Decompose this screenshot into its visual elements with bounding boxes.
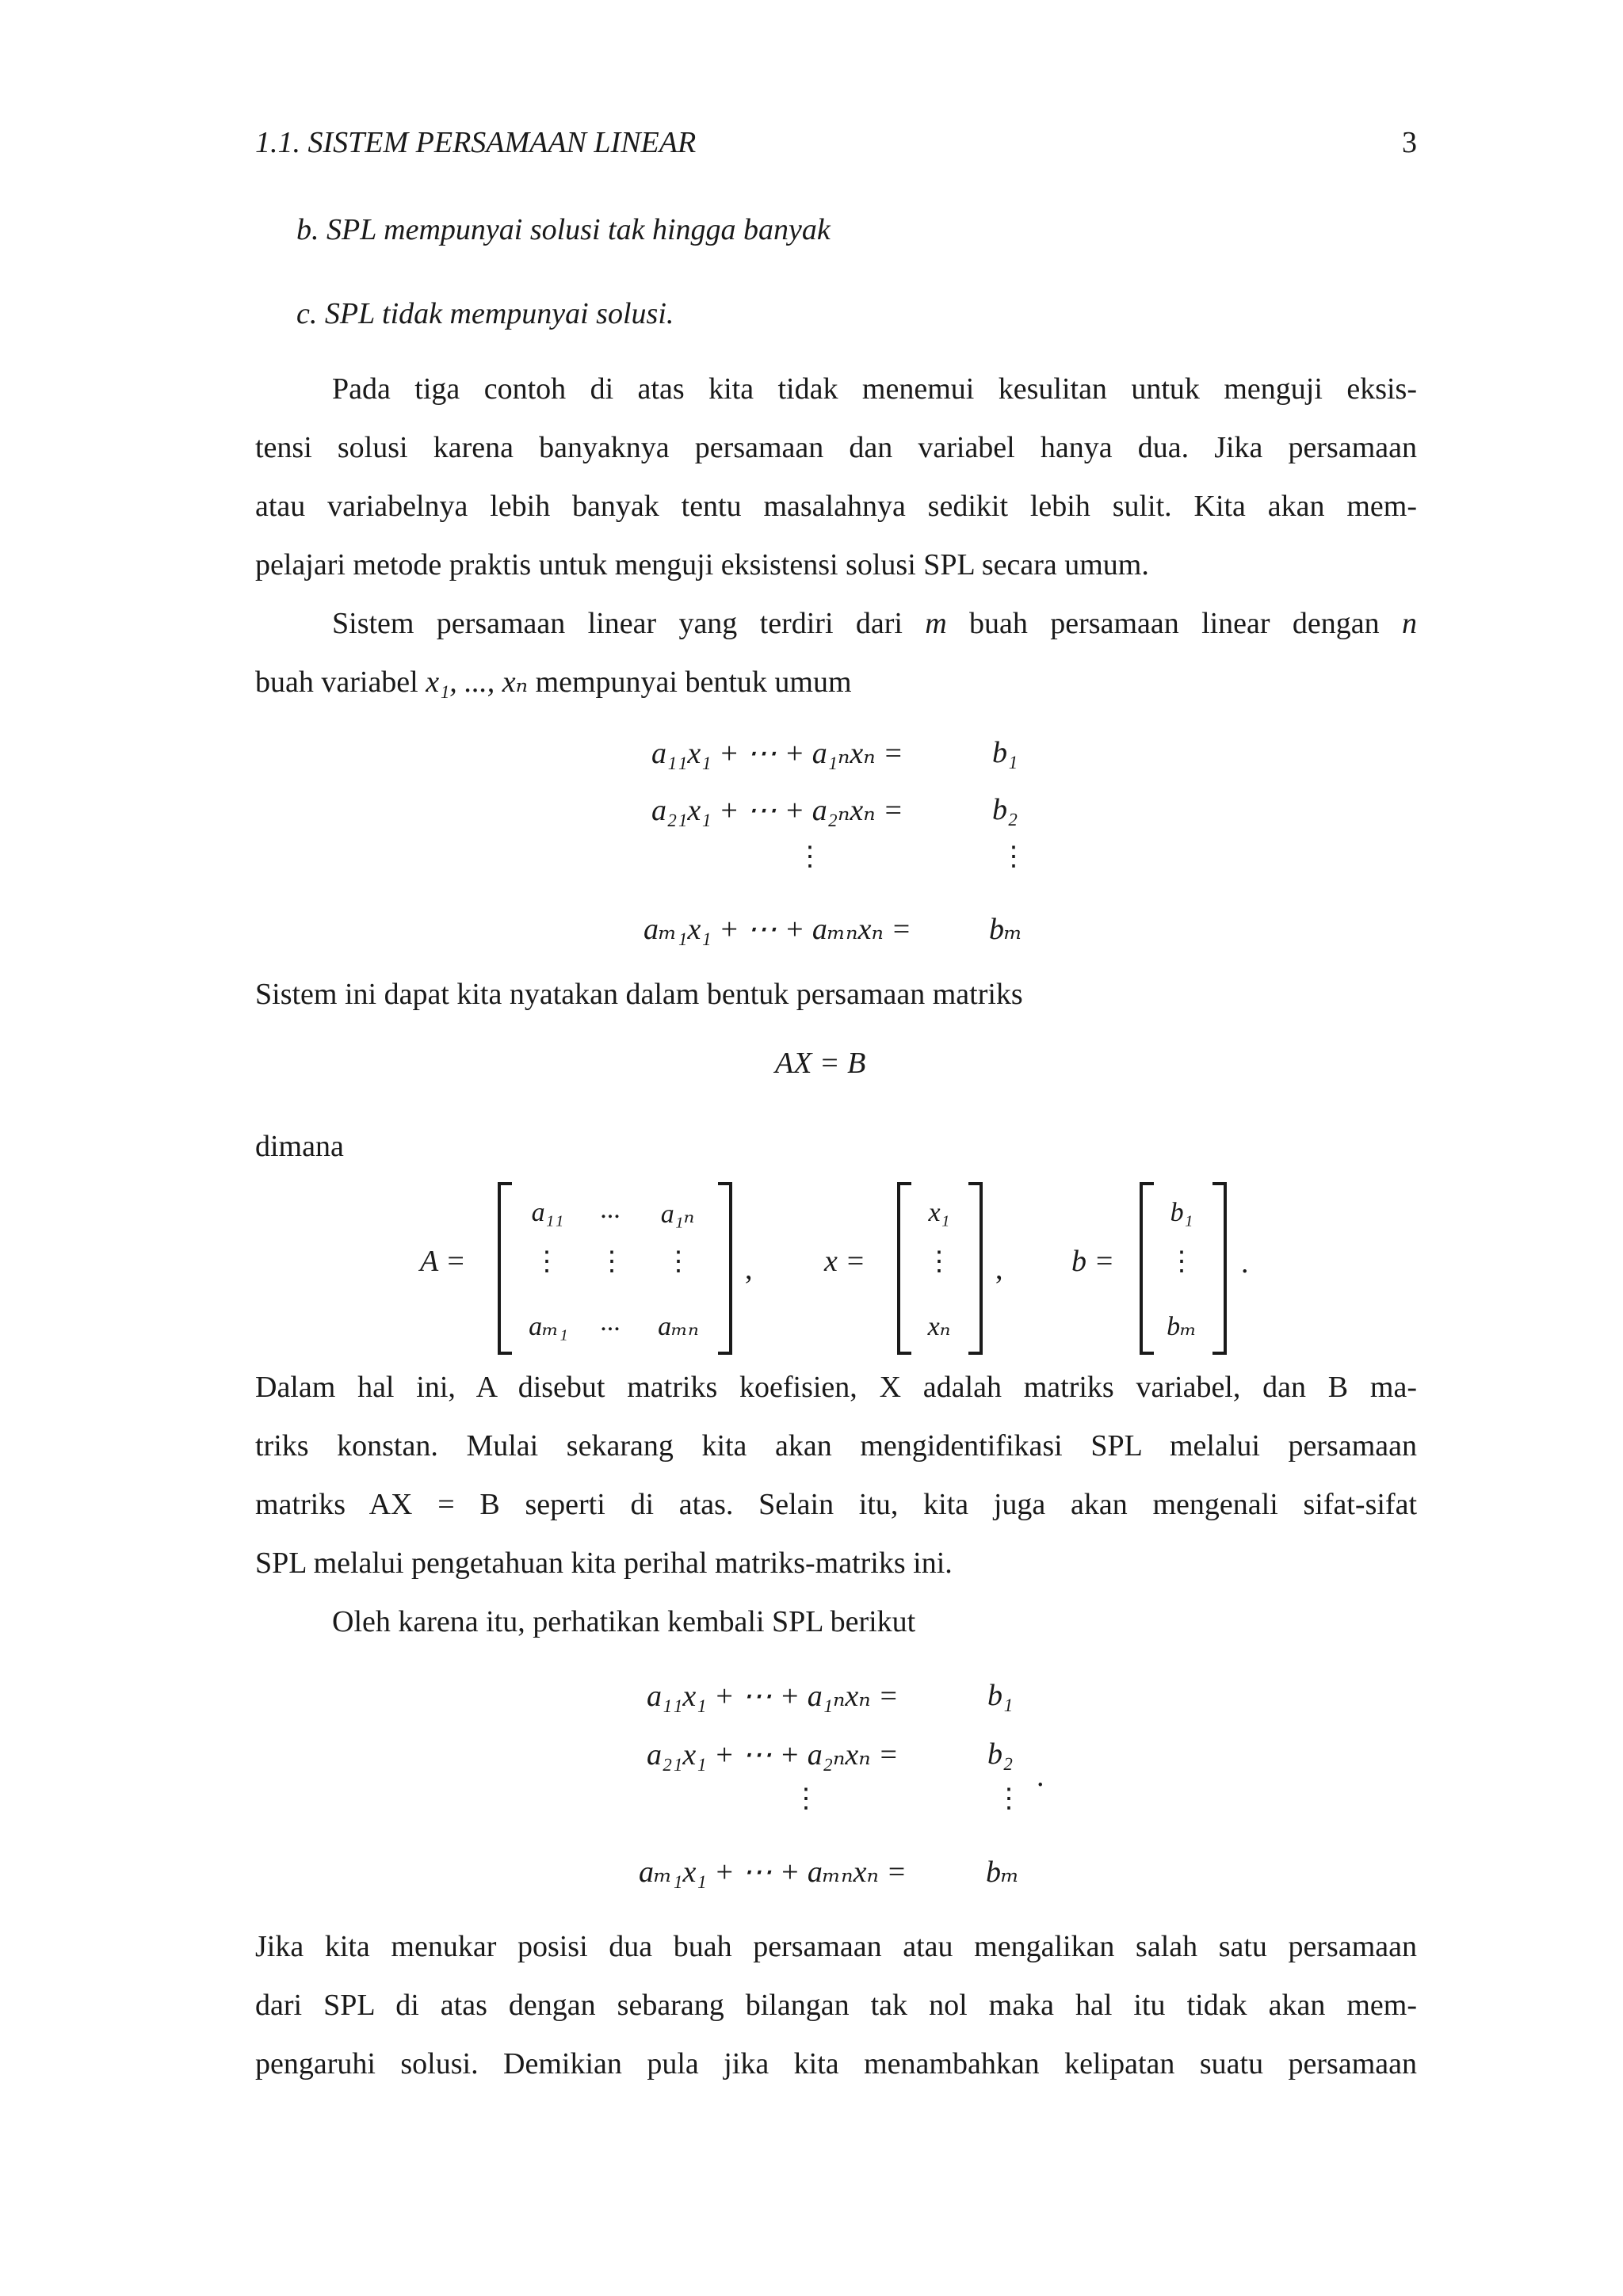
paragraph-line: tensi solusi karena banyaknya persamaan dan variabel hanya dua. Jika persamaan xyxy=(255,431,1417,464)
vertical-dots: ⋮ xyxy=(995,1784,1022,1814)
running-header xyxy=(255,125,1417,160)
paragraph-line: pengaruhi solusi. Demikian pula jika kita menambahkan kelipatan suatu persamaan xyxy=(255,2047,1417,2081)
header-title: 1.1. SISTEM PERSAMAAN LINEAR xyxy=(255,126,697,159)
matrix-x-cell: ⋮ xyxy=(926,1247,953,1276)
paragraph-line: dari SPL di atas dengan sebarang bilangan tak nol maka hal itu tidak akan mem- xyxy=(255,1989,1417,2022)
matrix-b-cell: b₁ xyxy=(1170,1198,1193,1227)
equation-row-2-lhs: a₂₁x₁ + ⋯ + a₂ₙxₙ = xyxy=(651,794,903,827)
matrix-a-cell: aₘₙ xyxy=(658,1312,699,1341)
matrix-end-period: . xyxy=(1241,1246,1249,1280)
matrix-a-cell: ⋮ xyxy=(533,1247,560,1276)
paragraph-line: Pada tiga contoh di atas kita tidak menemui kesulitan untuk menguji eksis- xyxy=(332,372,1417,406)
matrix-a-cell: a₁ₙ xyxy=(660,1199,695,1229)
equation-row-m-lhs: aₘ₁x₁ + ⋯ + aₘₙxₙ = xyxy=(643,913,911,946)
separator-comma: , xyxy=(995,1253,1003,1286)
matrix-a-label: A = xyxy=(420,1245,466,1278)
equation-row-m-lhs: aₘ₁x₁ + ⋯ + aₘₙxₙ = xyxy=(639,1855,907,1889)
list-item-b: b. SPL mempunyai solusi tak hingga banyak xyxy=(296,213,831,246)
equation-row-1-rhs: b₁ xyxy=(987,1679,1014,1712)
equation-row-m-rhs: bₘ xyxy=(989,913,1023,946)
vertical-dots: ⋮ xyxy=(796,842,823,871)
matrix-b-right-bracket xyxy=(1212,1182,1227,1355)
matrix-x-label: x = xyxy=(824,1245,866,1278)
equation-row-1-rhs: b₁ xyxy=(992,736,1018,769)
matrix-equation: AX = B xyxy=(775,1047,866,1080)
matrix-a-cell: ... xyxy=(600,1195,621,1224)
page-number: 3 xyxy=(1402,126,1417,159)
paragraph-line: buah variabel x₁, ..., xₙ mempunyai bentuk umum xyxy=(255,666,852,699)
paragraph-line: atau variabelnya lebih banyak tentu masalahnya sedikit lebih sulit. Kita akan mem- xyxy=(255,490,1417,523)
list-item-c: c. SPL tidak mempunyai solusi. xyxy=(296,297,674,330)
separator-comma: , xyxy=(745,1253,753,1286)
paragraph-5 xyxy=(255,1917,1417,2093)
paragraph-line: matriks AX = B seperti di atas. Selain itu, kita juga akan mengenali sifat-sifat xyxy=(255,1488,1417,1521)
matrix-intro: Sistem ini dapat kita nyatakan dalam bentuk persamaan matriks xyxy=(255,978,1023,1011)
paragraph-line: Dalam hal ini, A disebut matriks koefisien, X adalah matriks variabel, dan B ma- xyxy=(255,1371,1417,1404)
matrix-b-label: b = xyxy=(1071,1245,1115,1278)
matrix-a-cell: a₁₁ xyxy=(531,1198,564,1227)
matrix-x-left-bracket xyxy=(897,1182,911,1355)
matrix-b-cell: bₘ xyxy=(1167,1312,1197,1341)
paragraph-line: SPL melalui pengetahuan kita perihal matriks-matriks ini. xyxy=(255,1547,953,1580)
matrix-x-cell: x₁ xyxy=(928,1198,950,1227)
equation-row-1-lhs: a₁₁x₁ + ⋯ + a₁ₙxₙ = xyxy=(651,737,903,770)
paragraph-line: pelajari metode praktis untuk menguji eksistensi solusi SPL secara umum. xyxy=(255,548,1149,582)
matrix-b-cell: ⋮ xyxy=(1168,1247,1195,1276)
system-end-period: . xyxy=(1037,1760,1044,1793)
matrix-a-cell: ... xyxy=(600,1307,621,1337)
matrix-a-left-bracket xyxy=(498,1182,512,1355)
equation-row-2-rhs: b₂ xyxy=(987,1737,1014,1771)
matrix-a-cell: aₘ₁ xyxy=(529,1312,568,1341)
matrix-a-cell: ⋮ xyxy=(665,1247,692,1276)
matrix-b-left-bracket xyxy=(1140,1182,1154,1355)
paragraph-line: Sistem persamaan linear yang terdiri dari m buah persamaan linear dengan n xyxy=(332,607,1417,640)
matrix-a-cell: ⋮ xyxy=(598,1247,625,1276)
paragraph-line: triks konstan. Mulai sekarang kita akan mengidentifikasi SPL melalui persamaan xyxy=(255,1429,1417,1463)
paragraph-4: Oleh karena itu, perhatikan kembali SPL berikut xyxy=(332,1605,916,1638)
paragraph-3 xyxy=(255,1358,1417,1592)
paragraph-line: Jika kita menukar posisi dua buah persamaan atau mengalikan salah satu persamaan xyxy=(255,1930,1417,1963)
vertical-dots: ⋮ xyxy=(1000,842,1027,871)
vertical-dots: ⋮ xyxy=(792,1784,819,1814)
paragraph-2 xyxy=(255,594,1417,711)
equation-row-m-rhs: bₘ xyxy=(986,1855,1020,1889)
paragraph-1 xyxy=(255,360,1417,594)
equation-row-2-rhs: b₂ xyxy=(992,793,1018,826)
matrix-a-right-bracket xyxy=(718,1182,732,1355)
equation-row-2-lhs: a₂₁x₁ + ⋯ + a₂ₙxₙ = xyxy=(647,1738,899,1772)
matrix-x-cell: xₙ xyxy=(927,1312,951,1341)
equation-row-1-lhs: a₁₁x₁ + ⋯ + a₁ₙxₙ = xyxy=(647,1680,899,1713)
matrix-x-right-bracket xyxy=(968,1182,983,1355)
dimana-label: dimana xyxy=(255,1130,344,1163)
